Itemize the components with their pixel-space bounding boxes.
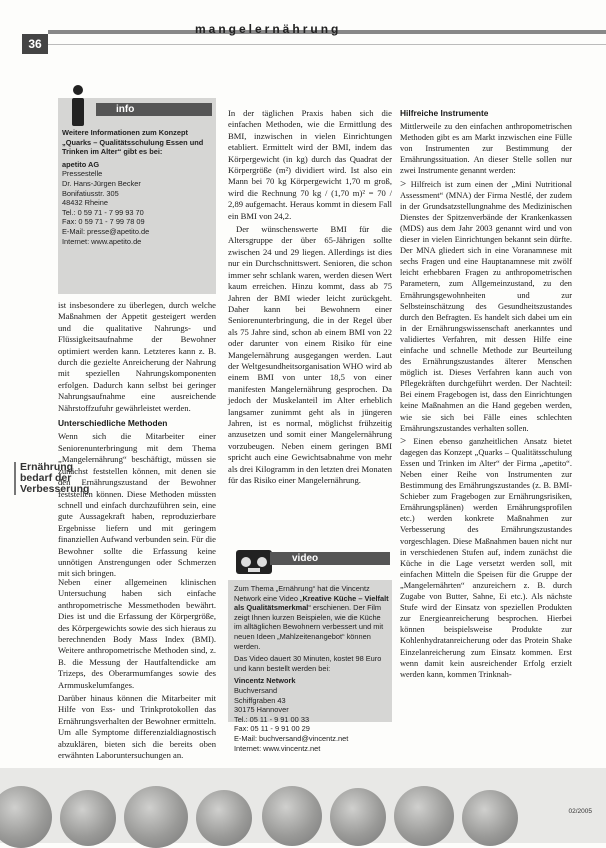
footer-fruit-image xyxy=(196,790,252,846)
video-web[interactable]: Internet: www.vincentz.net xyxy=(234,743,321,753)
info-company: apetito AG xyxy=(62,159,100,169)
footer-fruit-image xyxy=(124,786,188,848)
column-3 xyxy=(400,108,572,682)
col3-paragraph: Mittlerweile zu den einfachen anthropometrischen Methoden gibt es am Markt inzwischen eine Fülle von Instrumenten zur Bestimmung der Ernährungssituation. An dieser Stelle sollen nur zwei Instrumente genannt werden: xyxy=(400,122,572,176)
info-tel: Tel.: 0 59 71 - 7 99 93 70 xyxy=(62,207,144,217)
info-intro: Weitere Informationen zum Konzept „Quarks – Qualitätsschulung Essen und Trinken im Alter“ gibt es bei: xyxy=(62,128,204,157)
page-number: 36 xyxy=(22,34,48,54)
video-cassette-icon xyxy=(234,544,274,578)
video-text xyxy=(234,584,390,753)
video-city: 30175 Hannover xyxy=(234,705,289,715)
column-2 xyxy=(228,108,392,488)
col1-paragraph: Wenn sich die Mitarbeiter einer Seniorenunterbringung mit dem Thema „Mangelernährung“ beschäftigt, müssen sie zunächst feststellen können, mit denen sie den Ernährungszustand der Bewohner feststellen können. Diese Methoden müssten schnell und einfach durchzuführen sein, eine gute Aussagekraft haben, reproduzierbare Ergebnisse liefern und mit geringem finanziellen Aufwand verbunden sein. Für die Bewohner sollte die Erfassung keine unnötigen Anstrengungen oder Schmerzen mit sich bringen. xyxy=(58,431,216,579)
column-1-continued xyxy=(58,577,216,764)
info-web[interactable]: Internet: www.apetito.de xyxy=(62,236,142,246)
info-street: Bonifatiusstr. 305 xyxy=(62,188,119,198)
video-tel: Tel.: 05 11 - 9 91 00 33 xyxy=(234,714,310,724)
footer-fruit-image xyxy=(60,790,116,846)
footer-fruit-image xyxy=(330,788,386,846)
footer-fruit-image xyxy=(262,786,322,846)
col3-bullet-text: Einen ebenso ganzheitlichen Ansatz bietet dagegen das Konzept „Quarks – Qualitätsschulung Essen und Trinken im Alter“ der Firma „apetito“. Neben einer Reihe von Instrumenten zur Bestimmung des Ernährungszustandes (z. B. BMI-Schieber zum Fragebogen zur Ernährungsrisiken, Ernährungsplänen) werden Ernährungsprofilen etc.) werden konkrete Maßnahmen zur Verbesserung des Ernährungszustandes vorgeschlagen. Diese Maßnahmen bauen nicht nur in verschiedenen Stufen auf, indem zunächst die Küche in die Lage versetzt werden soll, mit einfachen Mitteln die Speisen für die Gruppe der „Mangelernährten“ anzureichern z. B. durch Zugabe von Butter, Sahne, Ei etc.). Als nächste Stufe wird der Einsatz von speziellen Produkten zur Energieanreicherung besprochen. Hierbei können beispielsweise Produkte zur Kohlenhydratanreicherung oder das Protein Shake Einzelanreicherung zum Einsatz kommen. Erst wenn damit kein ausreichender Erfolg erzielt werden kann, kommen Trinknah- xyxy=(400,436,572,679)
video-intro xyxy=(234,584,390,651)
col3-bullet-paragraph xyxy=(400,436,572,680)
video-label: video xyxy=(270,552,390,565)
video-title: Kreative Küche – Vielfalt als Qualitätsmerkmal xyxy=(234,593,389,613)
col3-bullet-text: Hilfreich ist zum einen der „Mini Nutritional Assessment“ (MNA) der Firma Nestlé, der zudem in der Grundsatzstellungnahme des Medizinischen Dienstes der Spitzenverbände der Krankenkassen (MDS) aus dem Jahr 2003 genannt wird und von dieser in vielen Einrichtungen bekannt sein dürfte. Der MNA gliedert sich in eine Voranamnese mit sechs Fragen und eine Hauptanamnese mit zwölf leicht erhebbaren Fragen zu anthropometrischen Parametern, zum Allgemeinzustand, zu den Ernährungsgewohnheiten und zur Selbsteinschätzung des Gesundheitszustandes durch den Befragten. Es handelt sich dabei um ein in der Ernährungswissenschaft anerkanntes und validiertes Verfahren, mit dessen Hilfe eine einfache und schnelle Methode zur Beurteilung des Ernährungszustandes älterer Menschen möglich ist. Dieses Verfahren kann auch von Pflegekräften durchgeführt werden. Der Nachteil: Bei einem Fragebogen ist, dass den Einrichtungen keine Maßnahmen an die Hand gegeben werden, wie sie sich bei Fälle eines schlechten Ernährungszustandes verhalten sollen. xyxy=(400,179,572,433)
video-intro-start: Zum Thema „Ernährung“ hat die Vincentz Network eine Video „ xyxy=(234,584,370,603)
info-contact: Dr. Hans-Jürgen Becker xyxy=(62,178,141,188)
col3-bullet-paragraph xyxy=(400,179,572,434)
info-fax: Fax: 0 59 71 - 7 99 78 09 xyxy=(62,217,145,227)
pull-quote: Ernährung bedarf der Verbesserung xyxy=(14,462,90,495)
col1-paragraph: Neben einer allgemeinen klinischen Untersuchung haben sich einfache anthropometrische Messmethoden bewährt. Dies ist und die Erfassung der Körpergröße, des Körpergewichts sowie des sich hieraus zu berechnenden Body Mass Index (BMI). Weitere anthropometrische Methoden sind, z. B. die Messung der Hautfaltendicke am Trizeps, des Oberarmumfanges sowie des Armmuskelumfanges. xyxy=(58,577,216,690)
col1-paragraph: Darüber hinaus können die Mitarbeiter mit Hilfe von Ess- und Trinkprotokollen das Ernährungsverhalten der Bewohner ermitteln. Um alle Symptome differenzialdiagnostisch abzuklären, bieten sich die bereits oben erwähnten Laboruntersuchungen an. xyxy=(58,693,216,761)
video-fax: Fax: 05 11 - 9 91 00 29 xyxy=(234,724,310,734)
info-city: 48432 Rheine xyxy=(62,198,109,208)
info-email[interactable]: E-Mail: presse@apetito.de xyxy=(62,226,150,236)
col3-subhead: Hilfreiche Instrumente xyxy=(400,108,489,118)
footer-issue-badge xyxy=(540,808,592,832)
header-rule xyxy=(48,44,606,45)
issue-date: 02/2005 xyxy=(568,808,592,815)
col2-paragraph: In der täglichen Praxis haben sich die einfachen Methoden, wie die Ermittlung des BMI, inzwischen in vielen Einrichtungen etabliert. Ermittelt wird der BMI, indem das Körpergewicht (in kg) durch das Quadrat der Körpergröße (m²) dividiert wird. Ist also ein Mann bei 70 kg Körpergewicht 1,70 m groß, wird die Rechnung 70 kg / (1,70 m)² = 70 / 2,89 aufgemacht. Heraus kommt in diesem Fall ein BMI von 24,2. xyxy=(228,108,392,221)
video-publisher: Vincentz Network xyxy=(234,676,296,686)
video-dept: Buchversand xyxy=(234,685,278,695)
col2-paragraph: Der wünschenswerte BMI für die Altersgruppe der über 65-Jährigen sollte zwischen 24 und 29 liegen. Allerdings ist dies nur ein Durchschnittswert. Senioren, die schon immer sehr schlank waren, werden diesen Wert kaum erreichen. Hinzu kommt, dass ab 75 Jahren der BMI wieder leicht zurückgeht. Daher kann bei Bewohnern einer Seniorenunterbringung, die in der Regel über als 75 Jahre sind, schon ab einem BMI von 22 oder darunter von einem Risiko für eine Mangelernährung ausgegangen werden. Laut der Weltgesundheitsorganisation WHO wird ab einem BMI von unter 18,5 von einer manifesten Mangelernährung gesprochen. Da jedoch der Muskelanteil im Alter erheblich langsamer zunimmt geht als in jüngeren Jahren, ist es normal, möglichst frühzeitig anzusetzen und somit einer Mangelernährung vorzubeugen. Neben einem geringen BMI spricht auch eine Gewichtsabnahme von mehr als drei Kilogramm in den letzten drei Monaten für das Risiko einer Mangelernährung. xyxy=(228,224,392,485)
video-price: Das Video dauert 30 Minuten, kostet 98 Euro und kann bestellt werden bei: xyxy=(234,654,382,673)
video-street: Schiffgraben 43 xyxy=(234,695,286,705)
video-intro-end: “ erschienen. Der Film zeigt Ihnen kurzen Beispielen, wie die Küche im alltäglichen Bewohnern verbessert und mit neuen Ideen „Mahlzeitenangebot“ können werden. xyxy=(234,603,384,651)
footer-fruit-image xyxy=(394,786,454,846)
info-label: info xyxy=(96,103,212,116)
video-email[interactable]: E-Mail: buchversand@vincentz.net xyxy=(234,733,349,743)
col1-paragraph: ist insbesondere zu überlegen, durch welche Maßnahmen der Appetit gesteigert werden und die qualitative Nahrungs- und Flüssigkeitsaufnahme der Bewohner optimiert werden kann. Letzteres kann z. B. durch die gezielte Anreicherung der Nahrung mit speziellen Nahrungskomponenten erfolgen. Dadurch kann selbst bei geringer Nahrungsaufnahme eine ausreichende Nährstoffzufuhr gewährleistet werden. xyxy=(58,300,216,413)
footer-fruit-image xyxy=(462,790,518,846)
column-1 xyxy=(58,300,216,582)
section-title: mangelernährung xyxy=(195,22,342,36)
info-icon xyxy=(64,84,92,128)
col1-subhead: Unterschiedliche Methoden xyxy=(58,418,168,429)
bullet-arrow-icon: > xyxy=(400,177,411,190)
bullet-arrow-icon: > xyxy=(400,434,414,447)
info-text xyxy=(62,128,214,246)
info-dept: Pressestelle xyxy=(62,169,103,179)
